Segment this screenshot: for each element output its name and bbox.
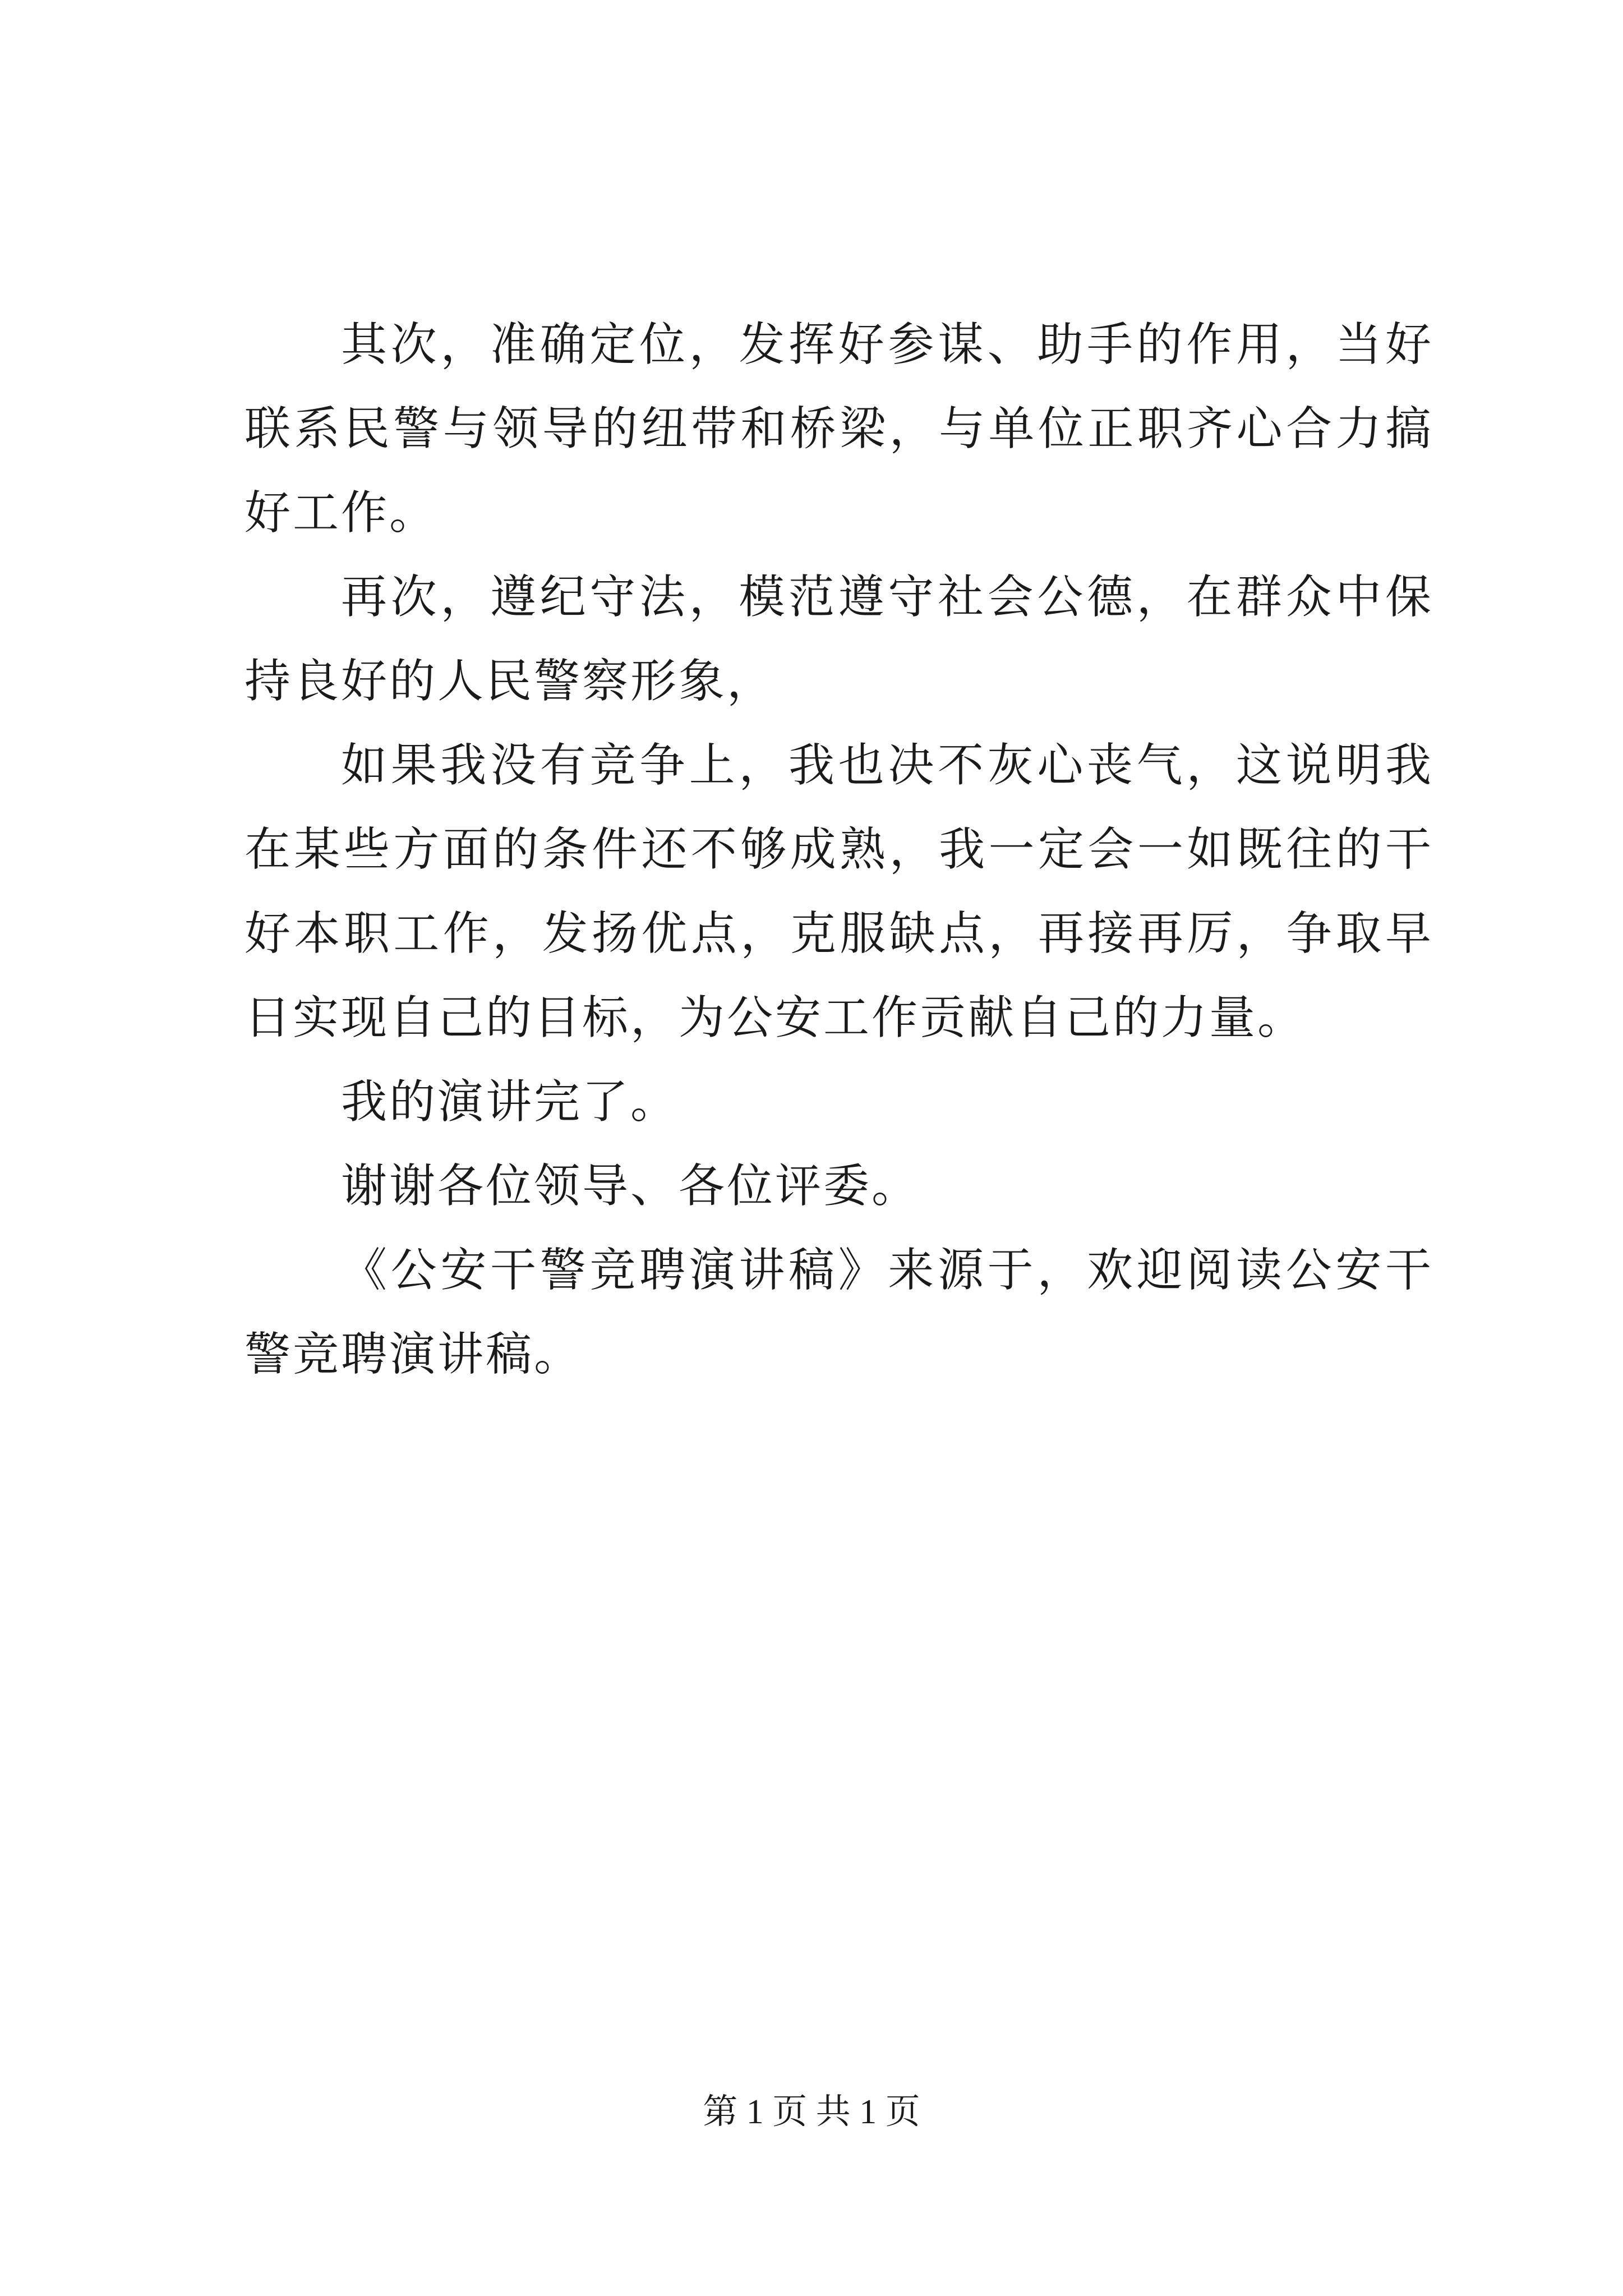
paragraph-6: 《公安干警竞聘演讲稿》来源于，欢迎阅读公安干警竞聘演讲稿。 — [245, 1244, 1433, 1381]
paragraph-4: 我的演讲完了。 — [341, 1075, 679, 1129]
paragraph-3: 如果我没有竞争上，我也决不灰心丧气，这说明我在某些方面的条件还不够成熟，我一定会一如既往的干好本职工作，发扬优点，克服缺点，再接再厉，争取早日实现自己的目标，为公安工作贡献自己的力量。 — [245, 739, 1433, 1045]
document-body — [245, 303, 1433, 1397]
paragraph-5: 谢谢各位领导、各位评委。 — [341, 1159, 920, 1213]
paragraph-1: 其次，准确定位，发挥好参谋、助手的作用，当好联系民警与领导的纽带和桥梁，与单位正职齐心合力搞好工作。 — [245, 318, 1433, 540]
paragraph-2: 再次，遵纪守法，模范遵守社会公德，在群众中保持良好的人民警察形象， — [245, 570, 1433, 708]
page-footer: 第 1 页 共 1 页 — [703, 2093, 920, 2131]
